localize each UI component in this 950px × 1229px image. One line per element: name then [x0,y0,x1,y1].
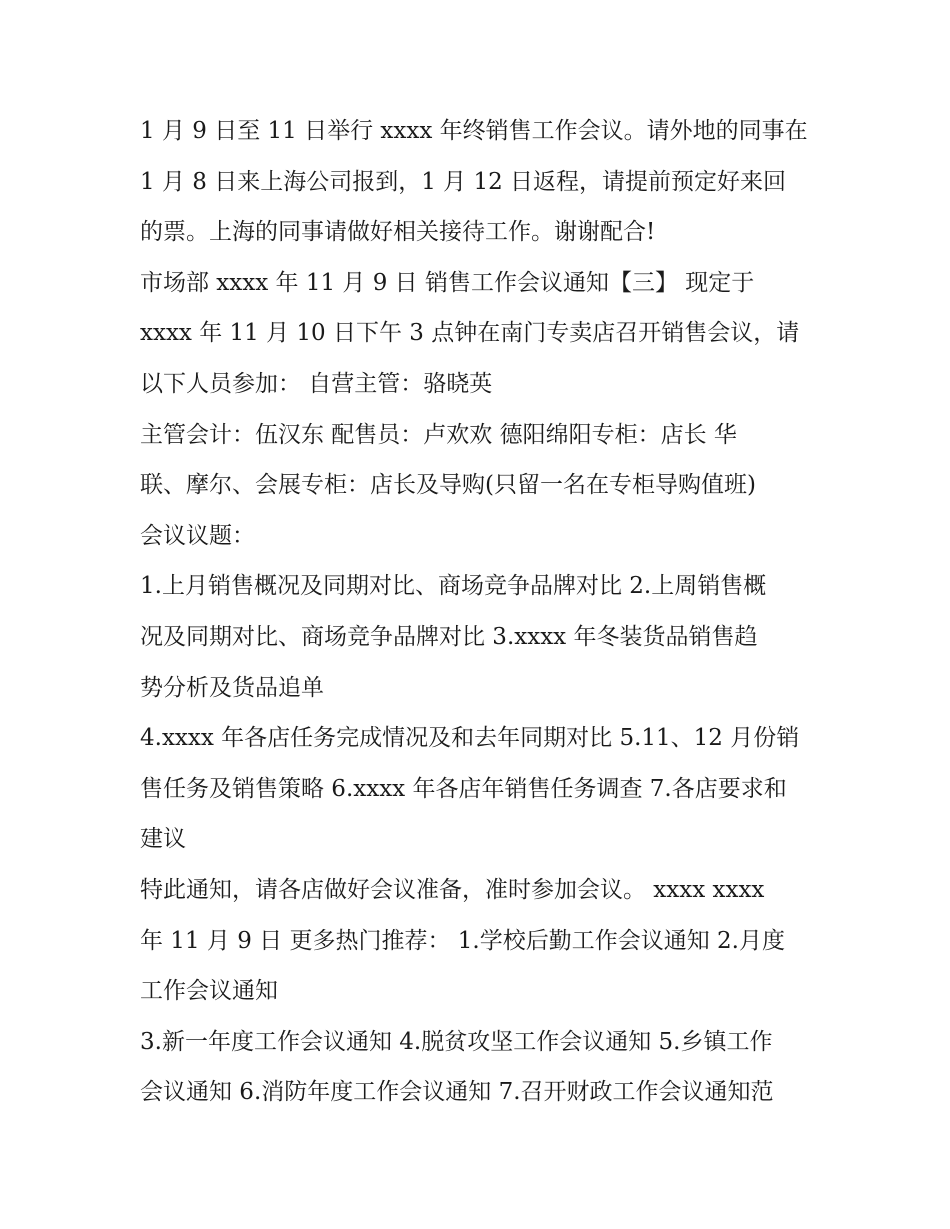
text-line: 势分析及货品追单 [140,674,324,701]
text-line: 工作会议通知 [140,978,278,1005]
document-body [140,106,830,1118]
text-line: 3.新一年度工作会议通知 4.脱贫攻坚工作会议通知 5.乡镇工作 [140,1028,773,1055]
text-line: 4.xxxx 年各店任务完成情况及和去年同期对比 5.11、12 月份销 [140,725,800,752]
text-line: 售任务及销售策略 6.xxxx 年各店年销售任务调查 7.各店要求和 [140,775,787,802]
text-line: 1 月 9 日至 11 日举行 xxxx 年终销售工作会议。请外地的同事在 [140,118,808,144]
text-line: 主管会计：伍汉东 配售员：卢欢欢 德阳绵阳专柜：店长 华 [140,421,737,448]
text-line: 1 月 8 日来上海公司报到，1 月 12 日返程，请提前预定好来回 [140,168,787,195]
text-line: 特此通知，请各店做好会议准备，准时参加会议。 xxxx xxxx [140,876,765,903]
text-line: 以下人员参加： 自营主管：骆晓英 [140,370,493,397]
text-line: 会议议题： [140,522,255,549]
text-line: 况及同期对比、商场竞争品牌对比 3.xxxx 年冬装货品销售趋 [140,623,758,650]
text-line: 1.上月销售概况及同期对比、商场竞争品牌对比 2.上周销售概 [140,573,767,600]
text-line: 联、摩尔、会展专柜：店长及导购(只留一名在专柜导购值班) [140,472,756,499]
text-line: xxxx 年 11 月 10 日下午 3 点钟在南门专卖店召开销售会议，请 [140,320,800,347]
text-line: 年 11 月 9 日 更多热门推荐： 1.学校后勤工作会议通知 2.月度 [140,927,785,954]
text-line: 市场部 xxxx 年 11 月 9 日 销售工作会议通知【三】 现定于 [140,269,755,296]
text-line: 的票。上海的同事请做好相关接待工作。谢谢配合! [140,219,656,246]
text-line: 建议 [140,826,186,853]
text-line: 会议通知 6.消防年度工作会议通知 7.召开财政工作会议通知范 [140,1079,774,1106]
